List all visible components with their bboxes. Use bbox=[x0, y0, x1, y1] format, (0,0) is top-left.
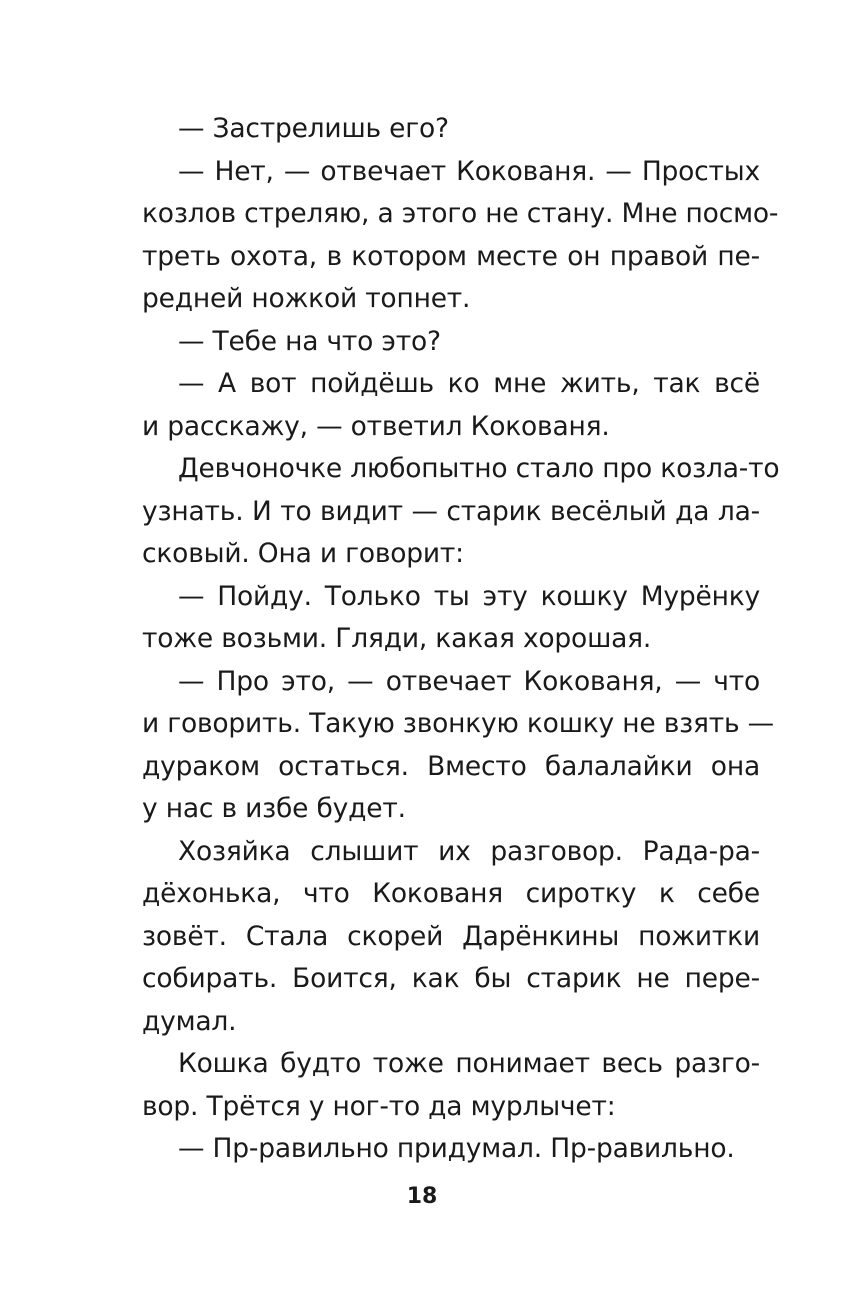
text-line: узнать. И то видит — старик весёлый да ла- bbox=[142, 495, 760, 527]
text-line: — Застрелишь его? bbox=[178, 113, 449, 144]
text-line: и говорить. Такую звонкую кошку не взять — bbox=[142, 708, 774, 739]
text-line: у нас в избе будет. bbox=[142, 793, 406, 824]
text-line: — А вот пойдёшь ко мне жить, так всё bbox=[178, 368, 760, 399]
page-text bbox=[142, 108, 780, 1171]
text-line: — Пр-равильно придумал. Пр-равильно. bbox=[178, 1133, 735, 1164]
text-line: сковый. Она и говорит: bbox=[142, 538, 464, 569]
text-line: дёхонька, что Кокованя сиротку к себе bbox=[142, 878, 760, 909]
text-line: Хозяйка слышит их разговор. Рада-ра- bbox=[178, 835, 760, 867]
text-line: треть охота, в котором месте он правой пе- bbox=[142, 240, 760, 272]
text-line: редней ножкой топнет. bbox=[142, 283, 471, 314]
text-line: — Тебе на что это? bbox=[178, 325, 441, 357]
text-line: Кошка будто тоже понимает весь разго- bbox=[178, 1048, 760, 1079]
text-line: дураком остаться. Вместо балалайки она bbox=[142, 750, 760, 782]
text-line: тоже возьми. Гляди, какая хорошая. bbox=[142, 623, 652, 654]
text-line: думал. bbox=[142, 1005, 237, 1037]
text-line: — Про это, — отвечает Кокованя, — что bbox=[178, 665, 760, 697]
text-line: зовёт. Стала скорей Дарёнкины пожитки bbox=[142, 920, 760, 952]
text-line: собирать. Боится, как бы старик не пере- bbox=[142, 963, 760, 994]
text-line: и расскажу, — ответил Кокованя. bbox=[142, 410, 610, 442]
page-number: 18 bbox=[406, 1184, 438, 1209]
text-line: Девчоночке любопытно стало про козла-то bbox=[178, 453, 780, 484]
text-line: козлов стреляю, а этого не стану. Мне посмо- bbox=[142, 198, 779, 229]
text-line: вор. Трётся у ног-то да мурлычет: bbox=[142, 1090, 616, 1122]
text-line: — Нет, — отвечает Кокованя. — Простых bbox=[178, 155, 760, 187]
text-line: — Пойду. Только ты эту кошку Мурёнку bbox=[178, 580, 760, 612]
